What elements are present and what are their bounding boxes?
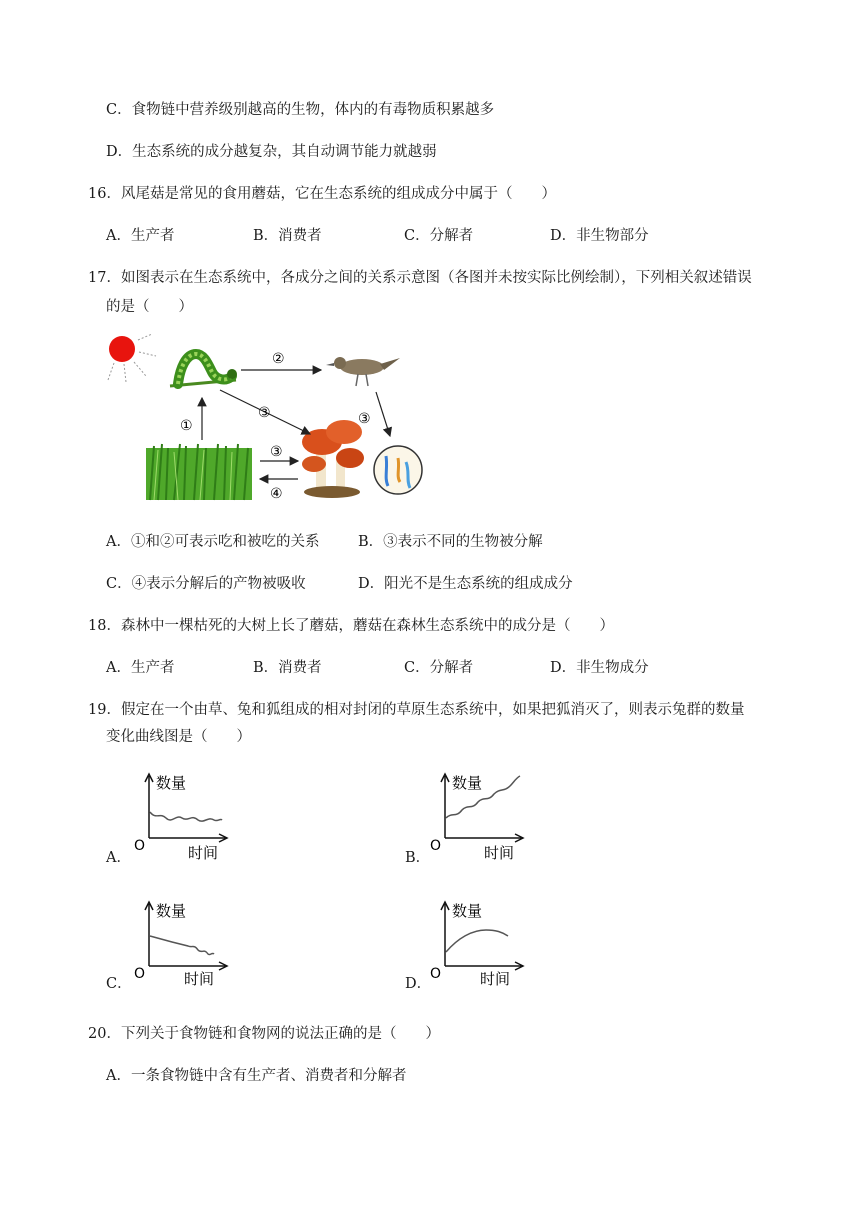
- q17-option-a: A．①和②可表示吃和被吃的关系: [106, 534, 320, 550]
- q20-stem: 20．下列关于食物链和食物网的说法正确的是（ ）: [88, 1026, 440, 1042]
- graph-a-xlabel: 时间: [188, 844, 219, 862]
- q15-option-d: D．生态系统的成分越复杂，其自动调节能力就越弱: [106, 144, 437, 160]
- grass-icon: [146, 444, 252, 500]
- arrow-1-label: ①: [180, 418, 193, 434]
- arrow-3b-label: ③: [270, 444, 283, 460]
- q20-option-a: A．一条食物链中含有生产者、消费者和分解者: [106, 1068, 407, 1084]
- q16-option-c: C．分解者: [404, 228, 474, 244]
- q19-option-b-label: B．: [405, 850, 431, 866]
- caterpillar-icon: [170, 354, 237, 386]
- graph-c-origin: O: [134, 966, 146, 982]
- q17-stem-line2: 的是（ ）: [106, 299, 193, 315]
- graph-d-ylabel: 数量: [452, 902, 483, 920]
- q17-option-c: C．④表示分解后的产物被吸收: [106, 576, 306, 592]
- graph-d-xlabel: 时间: [480, 970, 511, 988]
- graph-c: [132, 894, 242, 994]
- q19-option-c-label: C．: [106, 976, 132, 992]
- q18-option-b: B．消费者: [253, 660, 322, 676]
- q17-stem-line1: 17．如图表示在生态系统中，各成分之间的关系示意图（各图并未按实际比例绘制），下列相关叙述错误: [88, 270, 752, 286]
- arrow-3c-label: ③: [358, 411, 371, 427]
- graph-a: [132, 768, 242, 868]
- q16-option-a: A．生产者: [106, 228, 175, 244]
- q16-option-d: D．非生物部分: [550, 228, 649, 244]
- q16-stem: 16．风尾菇是常见的食用蘑菇，它在生态系统的组成成分中属于（ ）: [88, 186, 556, 202]
- graph-b-ylabel: 数量: [452, 774, 483, 792]
- graph-b-xlabel: 时间: [484, 844, 515, 862]
- q18-option-a: A．生产者: [106, 660, 175, 676]
- bacteria-icon: [374, 446, 422, 494]
- bird-icon: [326, 357, 400, 386]
- q19-option-d-label: D．: [405, 976, 432, 992]
- ecosystem-diagram: [100, 328, 440, 508]
- q19-stem-line1: 19．假定在一个由草、兔和狐组成的相对封闭的草原生态系统中，如果把狐消灭了，则表示兔群的数量: [88, 702, 745, 718]
- q17-option-d: D．阳光不是生态系统的组成成分: [358, 576, 573, 592]
- arrow-3a-label: ③: [258, 405, 271, 421]
- q15-option-c: C．食物链中营养级别越高的生物，体内的有毒物质积累越多: [106, 102, 495, 118]
- arrow-4-label: ④: [270, 486, 283, 502]
- graph-c-ylabel: 数量: [156, 902, 187, 920]
- graph-a-ylabel: 数量: [156, 774, 187, 792]
- sun-icon: [108, 334, 156, 382]
- mushroom-icon: [302, 420, 364, 498]
- q17-option-b: B．③表示不同的生物被分解: [358, 534, 543, 550]
- arrow-2-label: ②: [272, 351, 285, 367]
- q18-option-c: C．分解者: [404, 660, 474, 676]
- graph-b: [428, 768, 538, 868]
- q16-option-b: B．消费者: [253, 228, 322, 244]
- q19-stem-line2: 变化曲线图是（ ）: [106, 729, 251, 745]
- q19-option-a-label: A．: [106, 850, 131, 866]
- q18-stem: 18．森林中一棵枯死的大树上长了蘑菇，蘑菇在森林生态系统中的成分是（ ）: [88, 618, 614, 634]
- graph-c-xlabel: 时间: [184, 970, 215, 988]
- graph-d: [428, 894, 538, 994]
- graph-b-origin: O: [430, 838, 442, 854]
- graph-a-origin: O: [134, 838, 146, 854]
- q18-option-d: D．非生物成分: [550, 660, 649, 676]
- graph-d-origin: O: [430, 966, 442, 982]
